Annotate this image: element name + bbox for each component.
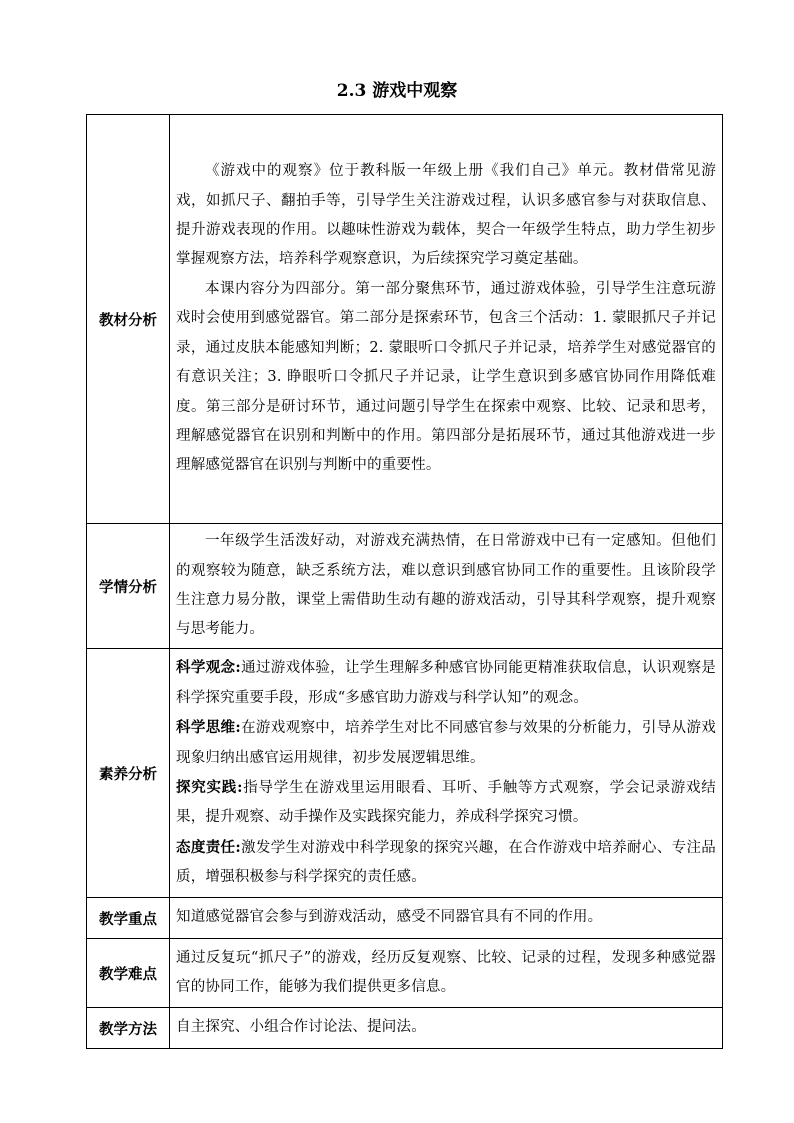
methods-content	[170, 1008, 723, 1049]
literacy-item-keyword: 态度责任:	[176, 838, 241, 856]
literacy-analysis-content	[170, 649, 723, 898]
literacy-item-text: 指导学生在游戏里运用眼看、耳听、手触等方式观察，学会记录游戏结果，提升观察、动手操作及实践探究能力，养成科学探究习惯。	[176, 780, 716, 826]
literacy-item-keyword: 探究实践:	[176, 779, 243, 796]
document-title: 2.3 游戏中观察	[336, 81, 458, 101]
table-row-difficulties	[87, 939, 723, 1008]
textbook-analysis-content	[170, 115, 723, 524]
table-row-learner-analysis	[87, 524, 723, 649]
row-label-difficulties: 教学难点	[87, 939, 170, 1008]
textbook-analysis-paragraph-2: 本课内容分为四部分。第一部分聚焦环节，通过游戏体验，引导学生注意玩游戏时会使用到感觉器官。第二部分是探索环节，包含三个活动：1. 蒙眼抓尺子并记录，通过皮肤本能感知判断；2. 蒙眼听口令抓尺子并记录，培养学生对感觉器官的有意识关注；3. 睁眼听口令抓尺子并记录，让学生意识到多感官协同作用降低难度。第三部分是研讨环节，通过问题引导学生在探索中观察、比较、记录和思考，理解感觉器官在识别和判断中的作用。第四部分是拓展环节，通过其他游戏进一步理解感觉器官在识别与判断中的重要性。	[176, 280, 716, 474]
literacy-item	[176, 773, 716, 833]
methods-text: 自主探究、小组合作讨论法、提问法。	[176, 1019, 426, 1036]
literacy-item-text: 通过游戏体验，让学生理解多种感官协同能更精准获取信息，认识观察是科学探究重要手段，形成“多感官助力游戏与科学认知”的观念。	[176, 660, 716, 706]
learner-analysis-paragraph: 一年级学生活泼好动，对游戏充满热情，在日常游戏中已有一定感知。但他们的观察较为随意，缺乏系统方法，难以意识到感官协同工作的重要性。且该阶段学生注意力易分散，课堂上需借助生动有趣的游戏活动，引导其科学观察，提升观察与思考能力。	[176, 533, 716, 638]
row-label-textbook-analysis: 教材分析	[87, 115, 170, 524]
row-label-learner-analysis: 学情分析	[87, 524, 170, 649]
literacy-item	[176, 713, 716, 773]
row-label-methods: 教学方法	[87, 1008, 170, 1049]
literacy-item-text: 在游戏观察中，培养学生对比不同感官参与效果的分析能力，引导从游戏现象归纳出感官运用规律，初步发展逻辑思维。	[176, 720, 716, 766]
row-label-key-points: 教学重点	[87, 898, 170, 939]
key-points-text: 知道感觉器官会参与到游戏活动，感受不同器官具有不同的作用。	[176, 909, 603, 926]
difficulties-content	[170, 939, 723, 1008]
textbook-analysis-paragraph-1: 《游戏中的观察》位于教科版一年级上册《我们自己》单元。教材借常见游戏，如抓尺子、翻拍手等，引导学生关注游戏过程，认识多感官参与对获取信息、提升游戏表现的作用。以趣味性游戏为载体，契合一年级学生特点，助力学生初步掌握观察方法，培养科学观察意识，为后续探究学习奠定基础。	[176, 163, 716, 268]
literacy-item	[176, 833, 716, 893]
difficulties-text: 通过反复玩“抓尺子”的游戏，经历反复观察、比较、记录的过程，发现多种感觉器官的协同工作，能够为我们提供更多信息。	[176, 949, 716, 995]
literacy-item-keyword: 科学思维:	[176, 719, 241, 737]
literacy-item-keyword: 科学观念:	[176, 659, 241, 677]
row-label-literacy-analysis: 素养分析	[87, 649, 170, 898]
literacy-item-text: 激发学生对游戏中科学现象的探究兴趣，在合作游戏中培养耐心、专注品质，增强积极参与科学探究的责任感。	[176, 839, 716, 886]
table-row-key-points	[87, 898, 723, 939]
literacy-item	[176, 653, 716, 713]
key-points-content	[170, 898, 723, 939]
table-row-literacy-analysis	[87, 649, 723, 898]
lesson-plan-table	[86, 114, 723, 1049]
learner-analysis-content	[170, 524, 723, 649]
table-row-methods	[87, 1008, 723, 1049]
table-row-textbook-analysis	[87, 115, 723, 524]
